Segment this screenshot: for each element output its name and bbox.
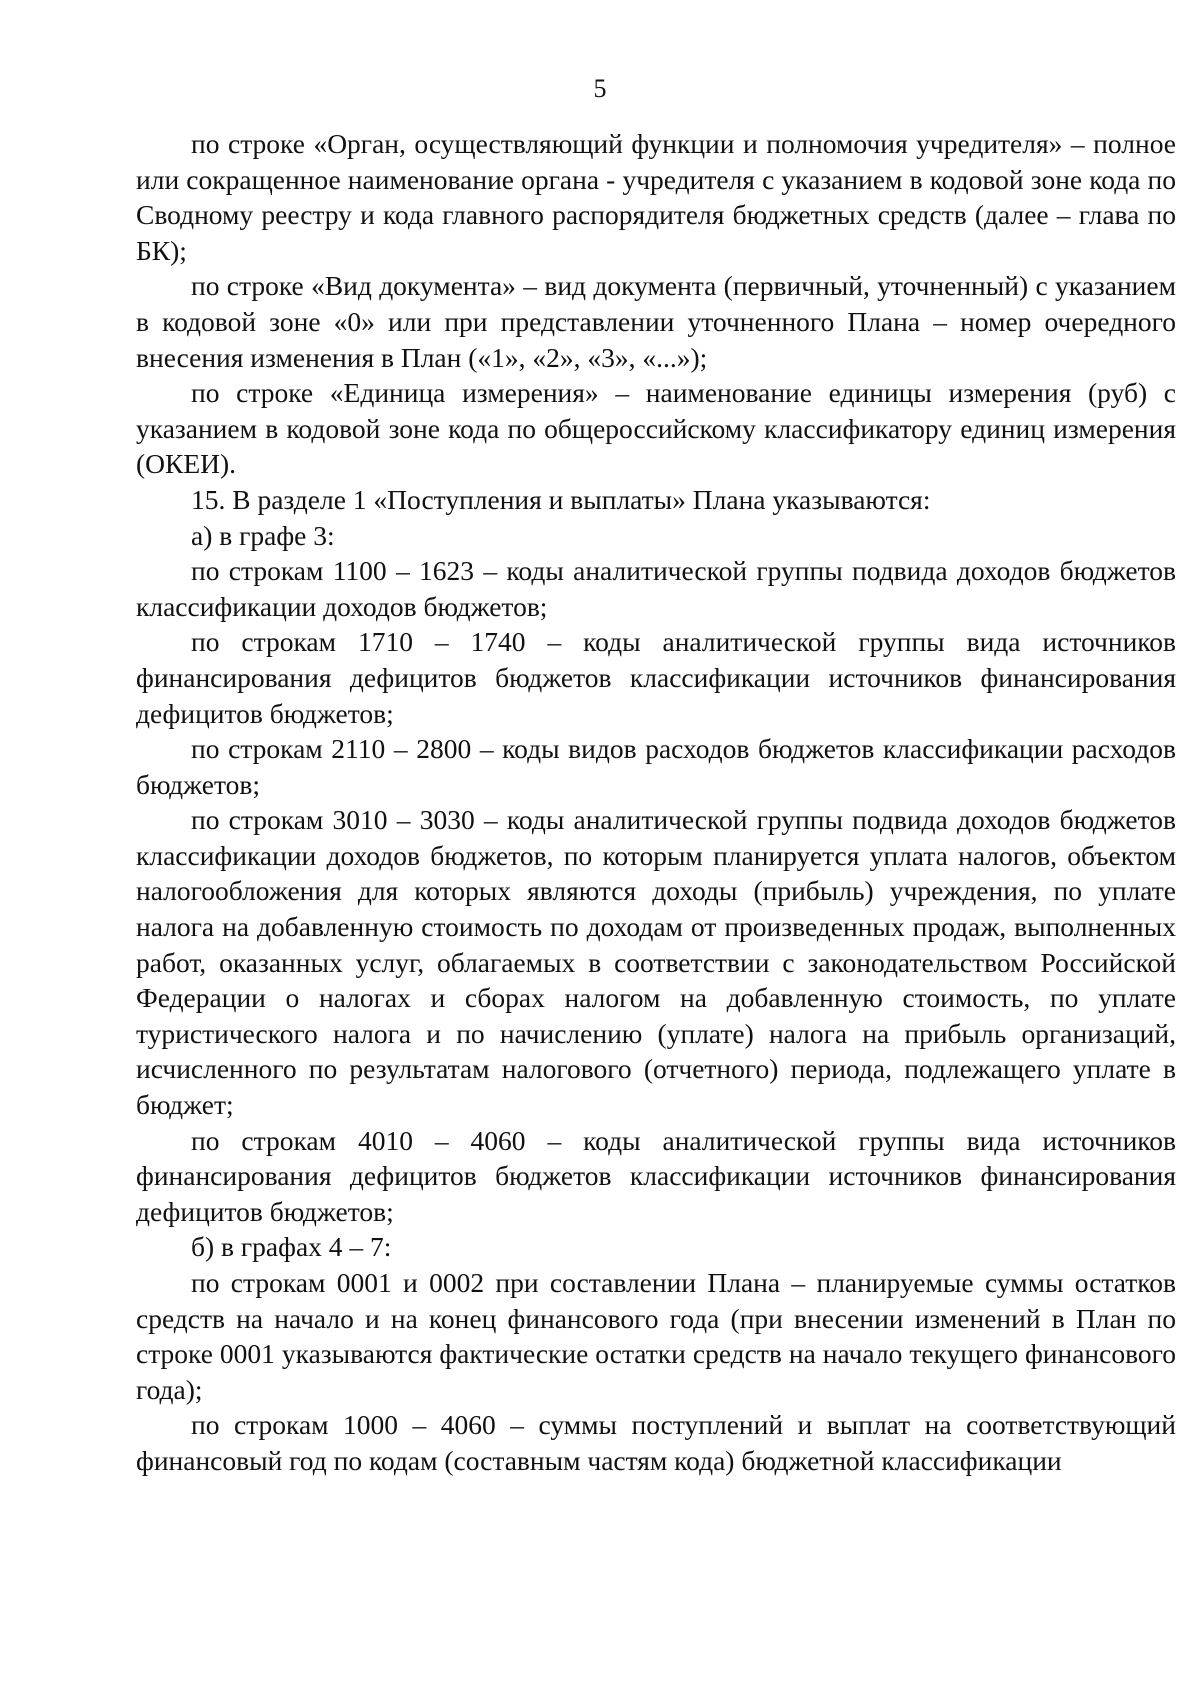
paragraph-rows-2110-2800: по строкам 2110 – 2800 – коды видов расходов бюджетов классификации расходов бюджетов;	[136, 733, 1176, 800]
paragraph-rows-4010-4060: по строкам 4010 – 4060 – коды аналитической группы вида источников финансирования дефицитов бюджетов классификации источников финансирования дефицитов бюджетов;	[136, 1124, 1176, 1227]
paragraph-rows-1000-4060: по строкам 1000 – 4060 – суммы поступлений и выплат на соответствующий финансовый год по кодам (составным частям кода) бюджетной классификации	[136, 1409, 1176, 1476]
paragraph-rows-1710-1740: по строкам 1710 – 1740 – коды аналитической группы вида источников финансирования дефицитов бюджетов классификации источников финансирования дефицитов бюджетов;	[136, 626, 1176, 729]
document-body	[136, 126, 1176, 1479]
page-number: 5	[593, 74, 607, 103]
paragraph-section-1-heading: 15. В разделе 1 «Поступления и выплаты» Плана указываются:	[191, 483, 931, 515]
paragraph-unit-of-measure: по строке «Единица измерения» – наименование единицы измерения (руб) с указанием в кодовой зоне кода по общероссийскому классификатору единиц измерения (ОКЕИ).	[136, 377, 1176, 480]
paragraph-rows-1100-1623: по строкам 1100 – 1623 – коды аналитической группы подвида доходов бюджетов классификации доходов бюджетов;	[136, 555, 1176, 622]
paragraph-founder-organ: по строке «Орган, осуществляющий функции и полномочия учредителя» – полное или сокращенное наименование органа - учредителя с указанием в кодовой зоне кода по Сводному реестру и кода главного распорядителя бюджетных средств (далее – глава по БК);	[136, 128, 1176, 266]
paragraph-document-type: по строке «Вид документа» – вид документа (первичный, уточненный) с указанием в кодовой зоне «0» или при представлении уточненного Плана – номер очередного внесения изменения в План («1», «2», «3», «...»);	[136, 270, 1176, 373]
paragraph-rows-0001-0002: по строкам 0001 и 0002 при составлении Плана – планируемые суммы остатков средств на начало и на конец финансового года (при внесении изменений в План по строке 0001 указываются фактические остатки средств на начало текущего финансового года);	[136, 1267, 1176, 1405]
paragraph-columns-4-7: б) в графах 4 – 7:	[191, 1231, 392, 1263]
paragraph-column-3: а) в графе 3:	[191, 519, 335, 551]
paragraph-rows-3010-3030: по строкам 3010 – 3030 – коды аналитической группы подвида доходов бюджетов классификации доходов бюджетов, по которым планируется уплата налогов, объектом налогообложения для которых являются доходы (прибыль) учреждения, по уплате налога на добавленную стоимость по доходам от произведенных продаж, выполненных работ, оказанных услуг, облагаемых в соответствии с законодательством Российской Федерации о налогах и сборах налогом на добавленную стоимость, по уплате туристического налога и по начислению (уплате) налога на прибыль организаций, исчисленного по результатам налогового (отчетного) периода, подлежащего уплате в бюджет;	[136, 804, 1176, 1121]
